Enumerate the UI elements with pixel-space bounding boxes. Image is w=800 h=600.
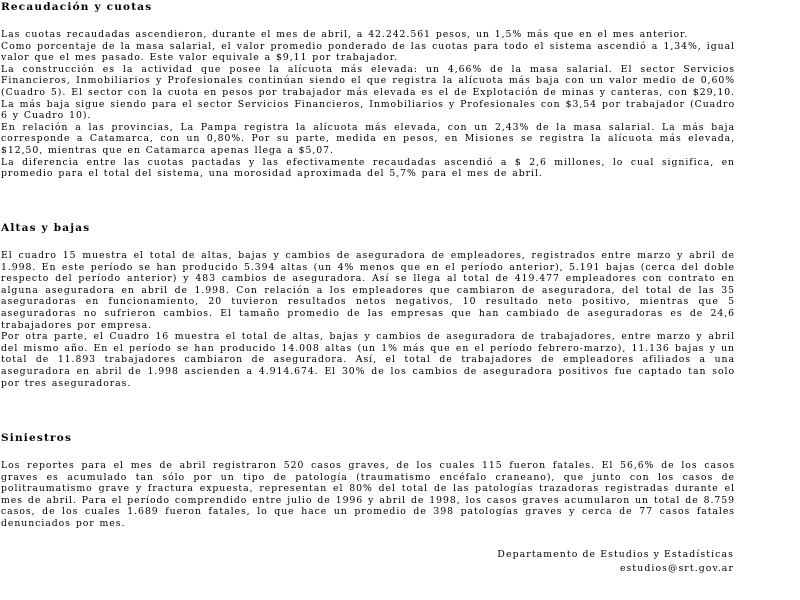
department-name: Departamento de Estudios y Estadísticas xyxy=(497,549,734,560)
contact-email[interactable]: estudios@srt.gov.ar xyxy=(619,563,734,574)
paragraph: En relación a las provincias, La Pampa registra la alícuota más elevada, con un 2,43% de la masa salarial. La más baja corresponde a Catamarca, con un 0,80%. Por su parte, medida en pesos, en Misiones se registra la alícuota más elevada, $12,50, mientras que en Catamarca apenas llega a $5,07. xyxy=(1,121,735,156)
paragraph: Como porcentaje de la masa salarial, el valor promedio ponderado de las cuotas para todo el sistema ascendió a 1,34%, igual valor que el mes pasado. Este valor equivale a $9,11 por trabajador. xyxy=(1,40,735,64)
paragraph: El cuadro 15 muestra el total de altas, bajas y cambios de aseguradora de empleadores, registrados entre marzo y abril de 1.998. En este período se han producido 5.394 altas (un 4% menos que en el período anterior), 5.191 bajas (cerca del doble respecto del período anterior) y 483 cambios de aseguradora. Así se llega al total de 419.477 empleadores con contrato en alguna aseguradora en abril de 1.998. Con relación a los empleadores que cambiaron de aseguradora, del total de las 35 aseguradoras en funcionamiento, 20 tuvieron resultados netos negativos, 10 resultado neto positivo, mientras que 5 aseguradoras no sufrieron cambios. El tamaño promedio de las empresas que han cambiado de aseguradoras es de 24,6 trabajadores por empresa. xyxy=(1,250,735,331)
paragraph: Las cuotas recaudadas ascendieron, durante el mes de abril, a 42.242.561 pesos, un 1,5% más que en el mes anterior. xyxy=(1,29,689,40)
section-heading-altas: Altas y bajas xyxy=(1,222,91,234)
paragraph: Los reportes para el mes de abril registraron 520 casos graves, de los cuales 115 fueron fatales. El 56,6% de los casos graves es acumulado tan sólo por un tipo de patología (traumatismo encéfalo craneano), que junto con los casos de politraumatismo grave y fractura expuesta, representan el 80% del total de las patologías trazadoras registradas durante el mes de abril. Para el período comprendido entre julio de 1996 y abril de 1998, los casos graves acumularon un total de 8.759 casos, de los cuales 1.689 fueron fatales, lo que hace un promedio de 398 patologías graves y cerca de 77 casos fatales denunciados por mes. xyxy=(1,460,735,529)
section-body-recaudacion xyxy=(1,29,735,180)
signature-block xyxy=(497,548,734,576)
paragraph: La diferencia entre las cuotas pactadas y las efectivamente recaudadas ascendió a $ 2,6 millones, lo cual significa, en promedio para el total del sistema, una morosidad aproximada del 5,7% para el mes de abril. xyxy=(1,156,735,180)
section-body-siniestros xyxy=(1,460,735,530)
paragraph: Por otra parte, el Cuadro 16 muestra el total de altas, bajas y cambios de aseguradora de trabajadores, entre marzo y abril del mismo año. En el período se han producido 14.008 altas (un 1% más que en el período febrero-marzo), 11.136 bajas y un total de 11.893 trabajadores cambiaron de aseguradora. Así, el total de trabajadores de empleadores afiliados a una aseguradora en abril de 1.998 ascienden a 4.914.674. El 30% de los cambios de aseguradora positivos fue captado tan solo por tres aseguradoras. xyxy=(1,331,735,389)
section-heading-siniestros: Siniestros xyxy=(1,432,73,444)
section-body-altas xyxy=(1,250,735,389)
paragraph: La construcción es la actividad que posee la alícuota más elevada: un 4,66% de la masa salarial. El sector Servicios Financieros, Inmobiliarios y Profesionales continúan siendo el que registra la alícuota más baja con un valor medio de 0,60% (Cuadro 5). El sector con la cuota en pesos por trabajador más elevada es el de Explotación de minas y canteras, con $29,10. La más baja sigue siendo para el sector Servicios Financieros, Inmobiliarios y Profesionales con $3,54 por trabajador (Cuadro 6 y Cuadro 10). xyxy=(1,63,735,122)
section-heading-recaudacion: Recaudación y cuotas xyxy=(1,1,153,13)
